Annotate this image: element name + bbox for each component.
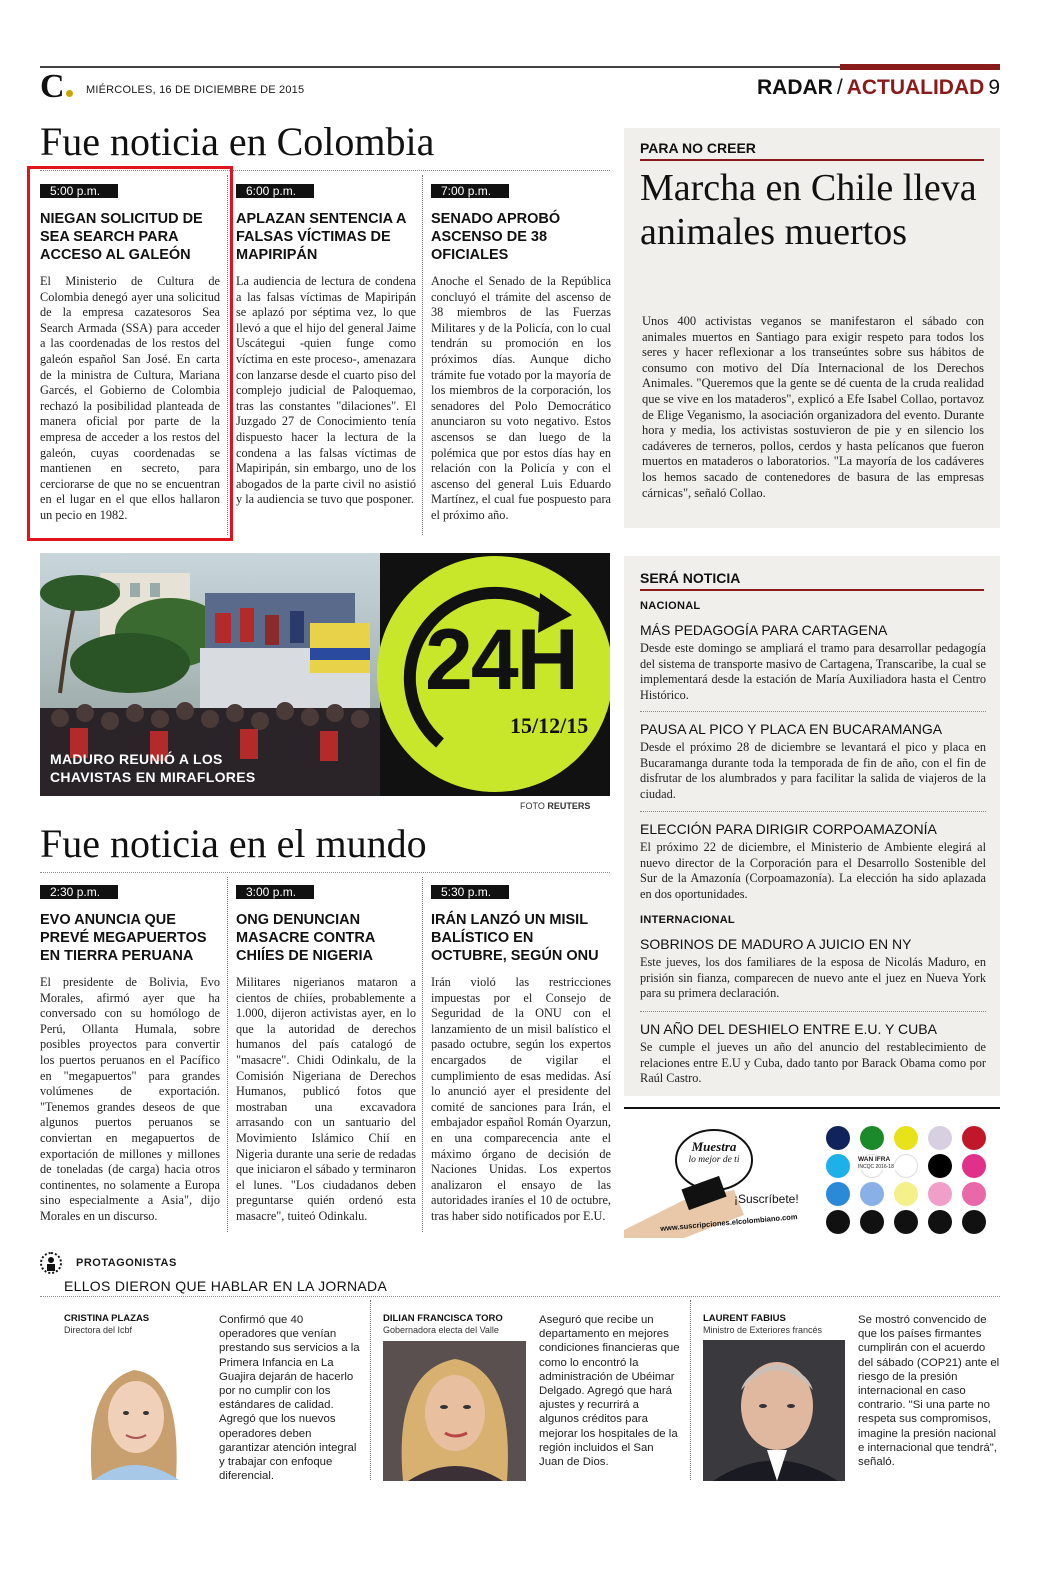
news-item-mundo-3 [431,883,611,1225]
ad-cta[interactable]: ¡Suscríbete! [734,1192,799,1206]
protagonist-name: DILIAN FRANCISCA TORO [383,1313,503,1324]
time-badge: 2:30 p.m. [40,885,118,899]
sera-noticia-headline: ELECCIÓN PARA DIRIGIR CORPOAMAZONÍA [640,821,937,837]
photo-credit [520,801,590,811]
news-headline: NIEGAN SOLICITUD DE SEA SEARCH PARA ACCESO AL GALEÓN [40,211,203,263]
sera-noticia-item-3 [640,821,986,902]
section-header [757,76,1000,100]
sera-noticia-item-1 [640,622,986,703]
news-body: La audiencia de lectura de condena a las falsas víctimas de Mapiripán se aplazó por séptima vez, lo que llevó a que el hijo del general Jaime Uscátegui -quien funge como víctima en este proceso-, amenazara con lanzarse desde el cuarto piso del complejo judicial de Paloquemao, tras las constantes "dilaciones". El Juzgado 27 de Conocimiento tenía dispuesto hacer la lectura de la condena a las falsas víctimas de Mapiripán, sin embargo, uno de los abogados de la parte civil no asistió y la audiencia se tuvo que posponer. [236,274,416,507]
color-swatch [894,1210,918,1234]
color-swatch [928,1210,952,1234]
protagonist-quote: Confirmó que 40 operadores que venían prestando sus servicios a la Primera Infancia en La Guajira dejarán de hacerlo por no cumplir con los estándares de calidad. Agregó que los nuevos operadores deben garantizar atención integral y trabajar con enfoque diferencial. [219,1314,360,1483]
sera-noticia-headline: SOBRINOS DE MADURO A JUICIO EN NY [640,936,912,952]
badge-date-text: 15/12/15 [510,713,589,738]
news-item-colombia-3 [431,182,611,524]
protagonist-quote: Aseguró que recibe un departamento en mejores condiciones financieras que como lo encontró la administración de Ubéimar Delgado. Agregó que hará ajustes y recurrirá a algunos créditos para mejorar los hospitales de la región incluidos el San Juan de Dios. [539,1314,680,1469]
protagonistas-label: PROTAGONISTAS [76,1257,177,1269]
sera-noticia-body: Desde el próximo 28 de diciembre se levantará el pico y placa en Bucaramanga durante toda la temporada de fin de año, con el fin de disfrutar de los alumbrados y para facilitar la salida de viajeros de la ciudad. [640,740,986,801]
sera-noticia-body: Se cumple el jueves un año del anuncio del restablecimiento de relaciones entre E.U y Cuba, dado tanto por Barack Obama como por Raúl Castro. [640,1040,986,1086]
news-item-colombia-2 [236,182,416,508]
protagonist-name: LAURENT FABIUS [703,1313,786,1324]
protagonistas-rule [40,1296,1000,1297]
column-divider [370,1300,371,1480]
subscription-ad[interactable] [624,1120,1000,1238]
sera-noticia-box [624,556,1000,1096]
avatar-cristina-plazas [64,1345,206,1480]
sera-noticia-headline: UN AÑO DEL DESHIELO ENTRE E.U. Y CUBA [640,1021,937,1037]
right-column-rule [624,1107,1000,1109]
section-actualidad: ACTUALIDAD [846,76,985,99]
portrait-woman-illustration [64,1345,206,1480]
news-headline: IRÁN LANZÓ UN MISIL BALÍSTICO EN OCTUBRE, SEGÚN ONU [431,912,599,964]
photo-credit-prefix: FOTO [520,801,545,811]
color-swatch [860,1210,884,1234]
logo-dot-icon [66,90,73,97]
color-swatch [860,1126,884,1150]
time-badge: 6:00 p.m. [236,184,314,198]
protagonist-name-3 [703,1313,822,1335]
page-number: 9 [988,76,1000,99]
color-swatch [894,1126,918,1150]
internacional-label: INTERNACIONAL [640,914,735,926]
color-swatch [962,1210,986,1234]
color-swatch [894,1154,918,1178]
sera-noticia-divider [640,711,986,712]
avatar-dilian-francisca-toro [383,1341,526,1481]
news-headline: EVO ANUNCIA QUE PREVÉ MEGAPUERTOS EN TIERRA PERUANA [40,912,207,964]
news-body: Militares nigerianos mataron a cientos de chiíes, probablemente a 1.000, dijeron activistas ayer, en lo que la autoridad de derechos humanos del país catalogó de "masacre". Chidi Odinkalu, de la Comisión Nigeriana de Derechos Humanos, publicó fotos que mostraban una excavadora arrasando con un santuario del Movimiento Islámico Chií en Nigeria durante una serie de redadas que iniciaron el sábado y terminaron el lunes. "Los ciudadanos deben preguntarse quién ordenó esta masacre", tuiteó Odinkalu. [236,975,416,1223]
news-headline: SENADO APROBÓ ASCENSO DE 38 OFICIALES [431,211,561,263]
para-no-creer-label: PARA NO CREER [640,140,756,156]
sera-noticia-body: Desde este domingo se ampliará el tramo para desarrollar pedagogía del sistema de transporte masivo de Cartagena, Transcaribe, la cual se implementará desde la estación de María Auxiliadora hasta el Centro Histórico. [640,641,986,702]
wan-ifra-sub: INCQC 2016-18 [858,1164,894,1170]
news-headline: APLAZAN SENTENCIA A FALSAS VÍCTIMAS DE MAPIRIPÁN [236,211,406,263]
protagonist-person-icon [40,1252,62,1274]
para-no-creer-headline: Marcha en Chile lleva animales muertos [640,167,977,253]
para-no-creer-box [624,128,1000,528]
time-badge: 7:00 p.m. [431,184,509,198]
mundo-title-rule [40,872,610,873]
color-swatch [826,1126,850,1150]
newspaper-logo: C [40,70,73,104]
ad-badge-line-2: lo mejor de ti [688,1155,740,1165]
color-swatch [928,1154,952,1178]
sera-noticia-item-2 [640,721,986,802]
sera-noticia-body: El próximo 22 de diciembre, el Ministerio de Ambiente elegirá al nuevo director de la Corporación para el Desarrollo Sostenible del Sur de la Amazonía (Corpoamazonía). La elección ha sido aplazada en dos oportunidades. [640,840,986,901]
time-badge: 5:00 p.m. [40,184,118,198]
news-item-mundo-2 [236,883,416,1225]
sera-noticia-label: SERÁ NOTICIA [640,570,741,586]
news-item-mundo-1 [40,883,220,1225]
color-swatch [928,1182,952,1206]
color-swatch [962,1154,986,1178]
time-badge: 3:00 p.m. [236,885,314,899]
photo-credit-source: REUTERS [547,801,591,811]
portrait-man-illustration [703,1340,845,1481]
section-radar: RADAR [756,76,833,99]
protagonistas-subtitle: ELLOS DIERON QUE HABLAR EN LA JORNADA [64,1278,388,1294]
column-divider [227,877,228,1232]
sera-noticia-divider [640,811,986,812]
nacional-label: NACIONAL [640,600,701,612]
portrait-woman-illustration [383,1341,526,1481]
color-swatch [962,1126,986,1150]
badge-24h-text: 24H [425,612,577,708]
photo-caption-line-2: CHAVISTAS EN MIRAFLORES [50,769,256,785]
news-body: Anoche el Senado de la República concluyó el trámite del ascenso de 38 miembros de las Fuerzas Militares y de la Policía, con lo cual tendrán su promoción en los próximos días. Aunque dicho trámite fue votado por la mayoría de los miembros de la corporación, los senadores del Polo Democrático anunciaron su voto negativo. Estos ascensos se dan luego de la polémica que por estos días hay en relación con la Policía y con el ascenso del general Luis Eduardo Martínez, el cual fue pospuesto para el próximo año. [431,274,611,522]
colombia-section-title: Fue noticia en Colombia [40,119,435,164]
news-headline: ONG DENUNCIAN MASACRE CONTRA CHIÍES DE NIGERIA [236,912,375,964]
photo-caption [50,750,256,786]
ad-url[interactable]: www.suscripciones.elcolombiano.com [659,1212,798,1233]
protagonist-name: CRISTINA PLAZAS [64,1313,150,1324]
protagonist-role: Directora del Icbf [64,1325,133,1335]
news-body: Irán violó las restricciones impuestas por el Consejo de Seguridad de la ONU con el lanzamiento de un misil balístico el pasado octubre, según los expertos encargados de vigilar el cumplimiento de esas medidas. Así lo anunció ayer el presidente del comité de sanciones para Irán, el embajador español Román Oyarzun, en una comparecencia ante el máximo órgano de decisión de Naciones Unidas. Los expertos analizaron el ensayo de las autoridades iraníes el 10 de octubre, tras haber sido notificados por E.U. [431,975,611,1223]
protagonist-name-1 [64,1313,149,1335]
sera-noticia-item-4 [640,936,986,1002]
color-swatch [826,1210,850,1234]
sera-noticia-body: Este jueves, los dos familiares de la esposa de Nicolás Maduro, en prisión sin fianza, comparecen de nuevo ante el juez en Nueva York para su primera declaración. [640,955,986,1001]
color-swatch [826,1154,850,1178]
column-divider [422,175,423,535]
highlight-box [27,166,233,541]
color-swatch [928,1126,952,1150]
para-no-creer-body: Unos 400 activistas veganos se manifestaron el sábado con animales muertos en Santiago para exigir respeto para todos los seres y hacer reflexionar a los transeúntes sobre sus hábitos de consumo con motivo del Día Internacional de los Derechos Animales. "Queremos que la gente se dé cuenta de la cruda realidad que se vive en los mataderos", explicó a Efe Isabel Collao, portavoz de Elige Veganismo, la asociación organizadora del evento. Durante hora y media, los activistas sostuvieron de pie y en silencio los cadáveres de terneros, pollos, cerdos y hasta pelícanos que fueron muertos en mataderos o laboratorios. "La mayoría de los cadáveres los hemos sacado de contenedores de basura de las empresas cárnicas", señaló Collao. [642,314,984,500]
protagonist-role: Gobernadora electa del Valle [383,1325,499,1335]
news-body: El Ministerio de Cultura de Colombia denegó ayer una solicitud de la empresa cazatesoros Sea Search Armada (SSA) para acceder a las coordenadas de los restos del galeón español San José. En carta de la ministra de Cultura, Mariana Garcés, el Gobierno de Colombia rechazó la posibilidad planteada de manera oficial por parte de la empresa de acceder a los restos del galeón, cuyas coordenadas se mantienen en secreto, para cerciorarse de que no se encuentran en el lugar en el que ellos hallaron un pecio en 1982. [40,274,220,522]
section-separator: / [836,76,843,99]
sera-noticia-headline: MÁS PEDAGOGÍA PARA CARTAGENA [640,622,888,638]
avatar-laurent-fabius [703,1340,845,1481]
wan-ifra-label: WAN IFRA [858,1156,891,1163]
ad-badge-line-1: Muestra [691,1139,737,1154]
mundo-section-title: Fue noticia en el mundo [40,821,427,866]
color-swatch [860,1182,884,1206]
time-badge: 5:30 p.m. [431,885,509,899]
news-body: El presidente de Bolivia, Evo Morales, afirmó ayer que ha conversado con su homólogo de Perú, Ollanta Humala, sobre posibles proyectos para convertir los puertos peruanos en el Pacífico en "megapuertos" para grandes volúmenes de exportación. "Tenemos grandes deseos de que algunos puertos peruanos se conviertan en megapuertos de exportación de millones y millones de toneladas (de carga) hacia otros continentes, no solamente a Europa sino especialmente a Asia", dijo Morales en un discurso. [40,975,220,1223]
color-swatch [894,1182,918,1206]
color-swatch-grid [826,1126,994,1236]
color-swatch [962,1182,986,1206]
photo-caption-line-1: MADURO REUNIÓ A LOS [50,751,223,767]
sera-noticia-headline: PAUSA AL PICO Y PLACA EN BUCARAMANGA [640,721,943,737]
edition-date: MIÉRCOLES, 16 DE DICIEMBRE DE 2015 [86,84,305,96]
sera-noticia-rule [640,589,984,591]
sera-noticia-item-5 [640,1021,986,1087]
header-accent-bar [840,64,1000,70]
column-divider [690,1300,691,1480]
protagonist-name-2 [383,1313,503,1335]
protagonist-quote: Se mostró convencido de que los países firmantes cumplirán con el acuerdo del sábado (COP21) ante el riesgo de la presión internacional en caso contrario. "Si una parte no respeta sus compromisos, imagine la presión nacional e internacional que tendrá", señaló. [858,1314,1000,1469]
para-no-creer-rule [640,159,984,161]
color-swatch [826,1182,850,1206]
sera-noticia-divider [640,1011,986,1012]
protagonist-role: Ministro de Exteriores francés [703,1325,823,1335]
column-divider [422,877,423,1232]
